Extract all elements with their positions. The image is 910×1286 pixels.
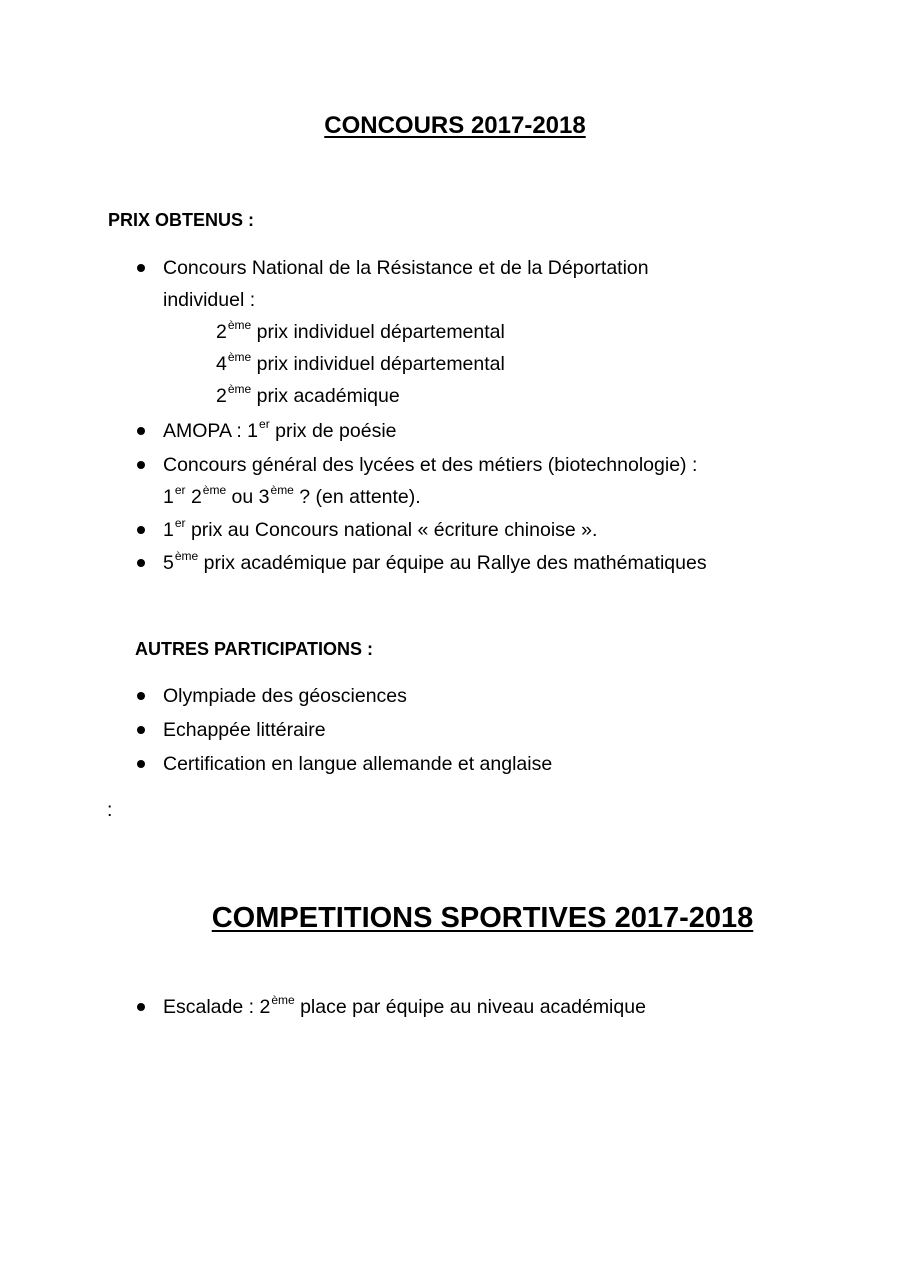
cnrd-prize-3: 2ème prix académique [216, 382, 400, 407]
stray-colon: : [107, 799, 113, 821]
prix-obtenus-heading: PRIX OBTENUS : [108, 210, 255, 230]
sport-title: COMPETITIONS SPORTIVES 2017-2018 [211, 902, 754, 934]
bullet-icon [137, 760, 145, 768]
cnrd-line-1: Concours National de la Résistance et de la Déportation [163, 257, 649, 279]
bullet-icon [137, 692, 145, 700]
rallye-item: 5ème prix académique par équipe au Rallye des mathématiques [163, 549, 707, 574]
bullet-icon [137, 1003, 145, 1011]
autres-item-1: Olympiade des géosciences [163, 685, 407, 707]
amopa-item: AMOPA : 1er prix de poésie [163, 417, 397, 442]
bullet-icon [137, 559, 145, 567]
cnrd-prize-2: 4ème prix individuel départemental [216, 350, 505, 375]
autres-item-3: Certification en langue allemande et anglaise [163, 753, 553, 775]
concours-general-line-1: Concours général des lycées et des métiers (biotechnologie) : [163, 454, 698, 476]
bullet-icon [137, 461, 145, 469]
concours-title: CONCOURS 2017-2018 [324, 112, 586, 139]
cnrd-line-2: individuel : [163, 289, 256, 311]
bullet-icon [137, 526, 145, 534]
autres-item-2: Echappée littéraire [163, 719, 326, 741]
bullet-icon [137, 264, 145, 272]
cnrd-prize-1: 2ème prix individuel départemental [216, 318, 505, 343]
concours-general-line-2: 1er 2ème ou 3ème ? (en attente). [163, 483, 421, 508]
bullet-icon [137, 726, 145, 734]
autres-participations-heading: AUTRES PARTICIPATIONS : [135, 639, 373, 659]
chinoise-item: 1er prix au Concours national « écriture chinoise ». [163, 516, 598, 541]
escalade-item: Escalade : 2ème place par équipe au niveau académique [163, 993, 646, 1018]
bullet-icon [137, 427, 145, 435]
